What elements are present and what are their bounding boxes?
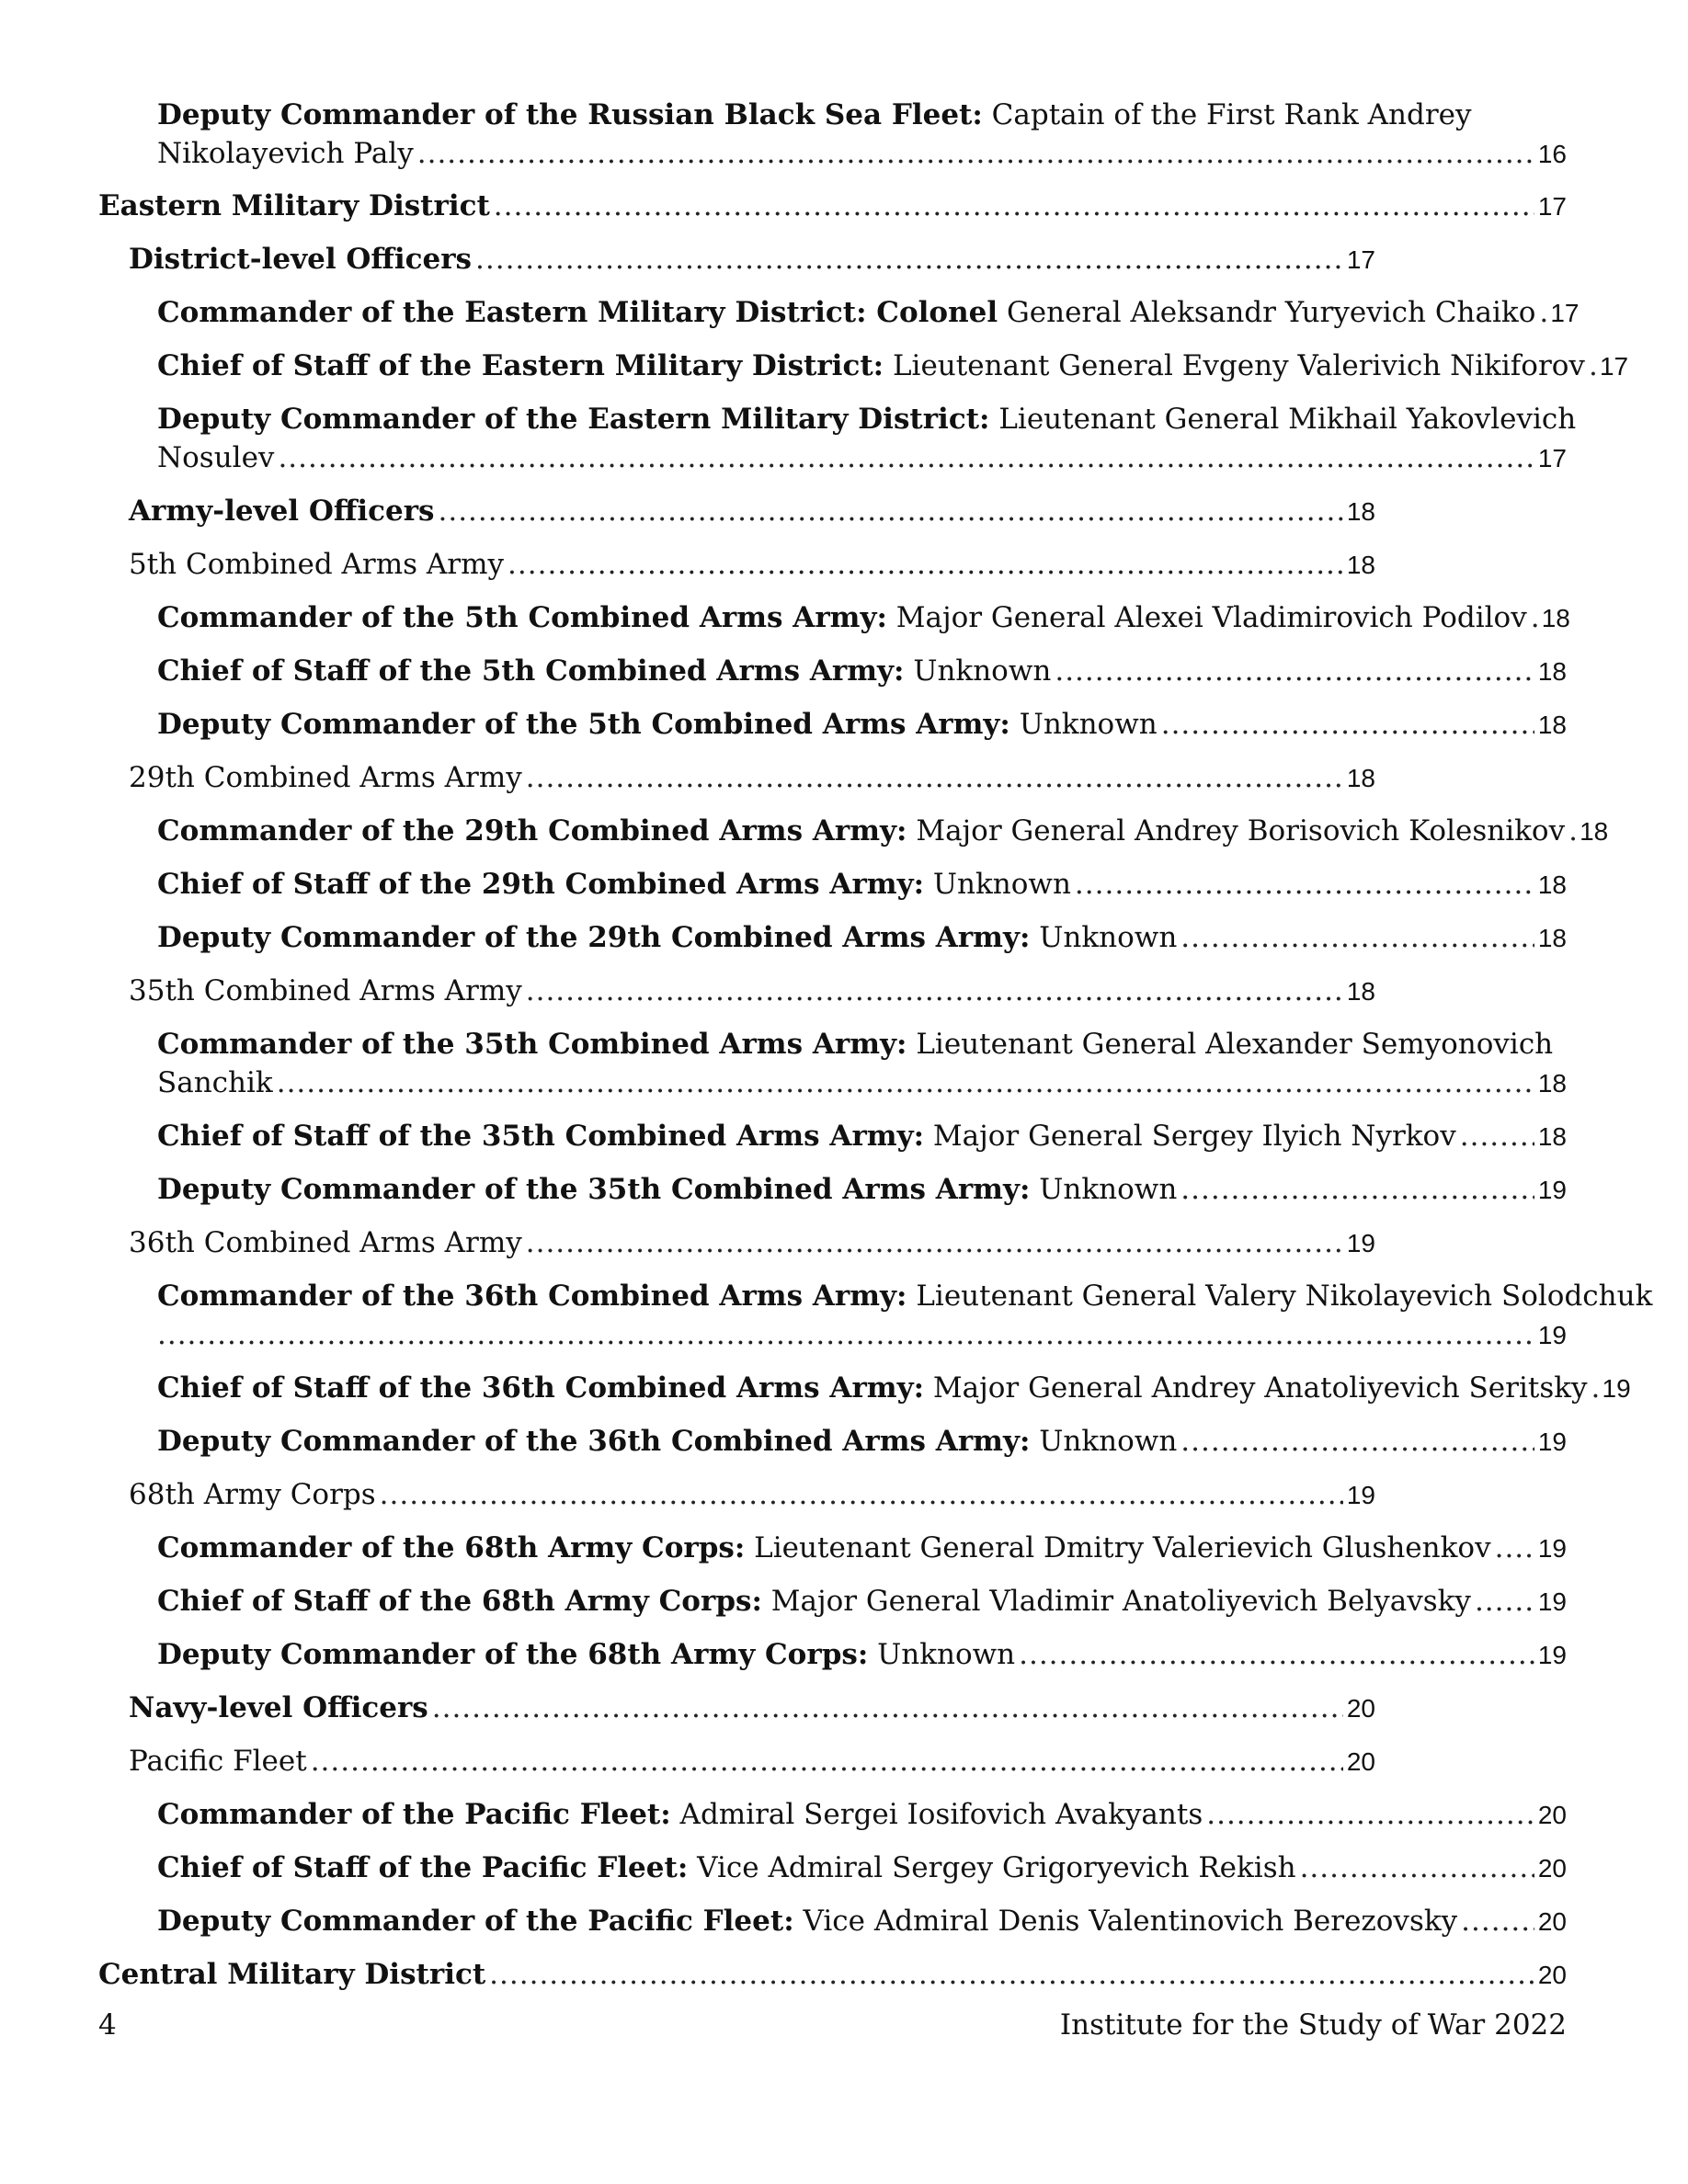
toc-entry-text: Unknown bbox=[868, 1638, 1016, 1671]
toc-page-number: 16 bbox=[1537, 140, 1567, 168]
toc-page-number: 17 bbox=[1537, 444, 1567, 472]
dot-leader bbox=[1475, 1582, 1534, 1621]
dot-leader bbox=[526, 972, 1343, 1010]
toc-entry[interactable] bbox=[157, 1277, 1653, 1355]
toc-entry-text: Lieutenant General Valery Nikolayevich Solodchuk bbox=[907, 1280, 1653, 1313]
toc-entry-title: Chief of Staff of the 68th Army Corps: bbox=[157, 1585, 762, 1618]
toc-entry-title: Army-level Officers bbox=[129, 495, 435, 528]
toc-entry[interactable] bbox=[157, 1902, 1567, 1941]
dot-leader bbox=[1300, 1848, 1534, 1887]
toc-entry-title: Deputy Commander of the 68th Army Corps: bbox=[157, 1638, 869, 1671]
toc-entry-text: Unknown bbox=[1009, 708, 1158, 741]
dot-leader bbox=[1460, 1117, 1534, 1155]
toc-page-number: 20 bbox=[1537, 1961, 1567, 1989]
toc-page-number: 19 bbox=[1346, 1229, 1375, 1257]
dot-leader bbox=[278, 438, 1534, 477]
toc-entry-text: Unknown bbox=[924, 868, 1071, 901]
toc-page-number: 18 bbox=[1537, 1069, 1567, 1098]
dot-leader bbox=[1591, 1369, 1599, 1407]
toc-entry-title: Chief of Staff of the Eastern Military District: bbox=[157, 349, 884, 382]
toc-entry-title: Chief of Staff of the 35th Combined Arms Army: bbox=[157, 1120, 925, 1153]
dot-leader bbox=[277, 1064, 1534, 1102]
toc-page-number: 18 bbox=[1346, 551, 1375, 579]
dot-leader bbox=[526, 758, 1343, 797]
toc-entry-title: Deputy Commander of the Eastern Military District: bbox=[157, 403, 990, 436]
dot-leader bbox=[1055, 652, 1534, 690]
toc-entry-text: 35th Combined Arms Army bbox=[129, 974, 522, 1007]
toc-entry[interactable] bbox=[129, 545, 1375, 585]
toc-entry[interactable] bbox=[157, 1025, 1567, 1103]
toc-page-number: 18 bbox=[1580, 817, 1609, 846]
toc-entry[interactable] bbox=[129, 972, 1375, 1011]
toc-entry[interactable] bbox=[129, 758, 1375, 798]
toc-entry[interactable] bbox=[157, 1582, 1567, 1621]
toc-entry[interactable] bbox=[157, 96, 1567, 174]
toc-entry-title: District-level Officers bbox=[129, 243, 473, 276]
toc-entry-text: 36th Combined Arms Army bbox=[129, 1226, 522, 1259]
dot-leader bbox=[475, 240, 1343, 279]
toc-entry[interactable] bbox=[98, 1955, 1567, 1995]
toc-entry[interactable] bbox=[129, 1689, 1375, 1728]
toc-page-number: 20 bbox=[1346, 1747, 1375, 1776]
toc-page-number: 17 bbox=[1346, 245, 1375, 274]
toc-page-number: 18 bbox=[1537, 870, 1567, 899]
toc-entry-text: Lieutenant General Mikhail Yakovlevich bbox=[989, 403, 1577, 436]
toc-entry-text: General Aleksandr Yuryevich Chaiko bbox=[998, 296, 1536, 329]
footer-page-number: 4 bbox=[98, 2008, 117, 2042]
toc-entry-text: Lieutenant General Evgeny Valerivich Nikiforov bbox=[884, 349, 1585, 382]
dot-leader bbox=[489, 1955, 1534, 1994]
toc-page-number: 19 bbox=[1537, 1587, 1567, 1616]
toc-entry-text: Major General Andrey Anatoliyevich Seritsky bbox=[924, 1371, 1588, 1405]
toc-entry-title: Deputy Commander of the 29th Combined Arms Army: bbox=[157, 921, 1031, 954]
toc-entry[interactable] bbox=[98, 187, 1567, 226]
dot-leader bbox=[1180, 918, 1534, 957]
toc-page-number: 18 bbox=[1346, 764, 1375, 792]
toc-entry-text: 68th Army Corps bbox=[129, 1478, 376, 1511]
toc-entry[interactable] bbox=[157, 918, 1567, 958]
toc-entry[interactable] bbox=[157, 1170, 1567, 1210]
toc-entry[interactable] bbox=[157, 1369, 1631, 1408]
dot-leader bbox=[508, 545, 1343, 584]
toc-page-number: 20 bbox=[1537, 1907, 1567, 1936]
toc-entry-title: Commander of the 5th Combined Arms Army: bbox=[157, 601, 887, 634]
toc-page-number: 18 bbox=[1541, 604, 1570, 632]
dot-leader bbox=[1589, 347, 1596, 385]
dot-leader bbox=[438, 492, 1342, 530]
dot-leader bbox=[1161, 705, 1534, 744]
toc-page-number: 20 bbox=[1537, 1854, 1567, 1883]
toc-entry[interactable] bbox=[157, 1848, 1567, 1888]
toc-page-number: 18 bbox=[1346, 977, 1375, 1006]
toc-entry[interactable] bbox=[129, 240, 1375, 279]
toc-entry[interactable] bbox=[157, 812, 1609, 851]
toc-entry-text: Pacific Fleet bbox=[129, 1745, 307, 1778]
toc-entry[interactable] bbox=[129, 492, 1375, 531]
dot-leader bbox=[526, 1223, 1343, 1262]
toc-entry-text: Major General Sergey Ilyich Nyrkov bbox=[924, 1120, 1456, 1153]
toc-entry[interactable] bbox=[157, 705, 1567, 745]
toc-entry-title: Commander of the 29th Combined Arms Army: bbox=[157, 814, 907, 847]
toc-entry-title: Chief of Staff of the Pacific Fleet: bbox=[157, 1851, 689, 1884]
toc-page-number: 20 bbox=[1537, 1801, 1567, 1829]
dot-leader bbox=[311, 1742, 1343, 1780]
toc-entry-title: Commander of the 35th Combined Arms Army: bbox=[157, 1028, 907, 1061]
toc-page-number: 19 bbox=[1537, 1534, 1567, 1563]
dot-leader bbox=[1180, 1170, 1534, 1209]
toc-entry-text: Major General Vladimir Anatoliyevich Belyavsky bbox=[761, 1585, 1471, 1618]
toc-page-number: 18 bbox=[1537, 924, 1567, 952]
toc-entry[interactable] bbox=[157, 1422, 1567, 1462]
toc-page-number: 18 bbox=[1537, 711, 1567, 739]
toc-entry-title: Eastern Military District bbox=[98, 189, 490, 222]
toc-entry[interactable] bbox=[157, 1117, 1567, 1156]
toc-entry-title: Chief of Staff of the 5th Combined Arms Army: bbox=[157, 654, 905, 688]
toc-page-number: 19 bbox=[1346, 1481, 1375, 1509]
toc-entry-title: Commander of the 68th Army Corps: bbox=[157, 1531, 746, 1564]
toc-entry-text: Unknown bbox=[1030, 1425, 1178, 1458]
toc-entry[interactable] bbox=[157, 865, 1567, 904]
toc-entry-title: Central Military District bbox=[98, 1958, 486, 1991]
toc-page-number: 19 bbox=[1537, 1321, 1567, 1349]
toc-entry-title: Commander of the Pacific Fleet: bbox=[157, 1798, 671, 1831]
toc-entry[interactable] bbox=[129, 1223, 1375, 1263]
toc-entry[interactable] bbox=[157, 1635, 1567, 1675]
toc-entry[interactable] bbox=[157, 400, 1577, 478]
toc-entry[interactable] bbox=[129, 1742, 1375, 1781]
toc-entry[interactable] bbox=[157, 347, 1629, 386]
toc-entry-title: Commander of the Eastern Military District: Colonel bbox=[157, 296, 998, 329]
toc-entry-text: Vice Admiral Denis Valentinovich Berezovsky bbox=[793, 1905, 1458, 1938]
dot-leader bbox=[1075, 865, 1534, 904]
dot-leader bbox=[1206, 1795, 1534, 1834]
toc-entry-text-continued: Nikolayevich Paly bbox=[157, 137, 414, 170]
toc-page-number: 17 bbox=[1599, 352, 1629, 381]
dot-leader bbox=[494, 187, 1534, 225]
toc-entry-title: Deputy Commander of the 5th Combined Arms Army: bbox=[157, 708, 1010, 741]
dot-leader bbox=[1019, 1635, 1534, 1674]
toc-page-number: 17 bbox=[1537, 192, 1567, 221]
toc-entry-text: Major General Alexei Vladimirovich Podilov bbox=[886, 601, 1527, 634]
toc-entry-text: Lieutenant General Dmitry Valerievich Glushenkov bbox=[745, 1531, 1491, 1564]
dot-leader bbox=[380, 1475, 1343, 1514]
dot-leader bbox=[1461, 1902, 1534, 1940]
toc-entry-title: Chief of Staff of the 36th Combined Arms Army: bbox=[157, 1371, 925, 1405]
toc-entry-text-continued: Nosulev bbox=[157, 441, 275, 474]
toc-entry-title: Commander of the 36th Combined Arms Army: bbox=[157, 1280, 907, 1313]
toc-entry-text: Captain of the First Rank Andrey bbox=[982, 98, 1472, 131]
toc-entry-text: 29th Combined Arms Army bbox=[129, 761, 522, 794]
toc-entry-title: Chief of Staff of the 29th Combined Arms Army: bbox=[157, 868, 925, 901]
toc-page-number: 17 bbox=[1550, 299, 1580, 327]
footer-organization: Institute for the Study of War 2022 bbox=[1059, 2008, 1567, 2042]
toc-entry-title: Deputy Commander of the Russian Black Sea Fleet: bbox=[157, 98, 983, 131]
toc-entry-title: Deputy Commander of the 36th Combined Arms Army: bbox=[157, 1425, 1031, 1458]
dot-leader bbox=[1531, 598, 1538, 637]
toc-entry-title: Deputy Commander of the Pacific Fleet: bbox=[157, 1905, 794, 1938]
toc-entry-text: Unknown bbox=[904, 654, 1052, 688]
toc-page-number: 18 bbox=[1537, 657, 1567, 686]
toc-entry-title: Navy-level Officers bbox=[129, 1691, 428, 1724]
toc-entry[interactable] bbox=[157, 598, 1570, 638]
dot-leader bbox=[417, 134, 1534, 173]
toc-page-number: 19 bbox=[1537, 1176, 1567, 1204]
toc-page-number: 18 bbox=[1537, 1122, 1567, 1151]
toc-entry[interactable] bbox=[157, 1529, 1567, 1568]
toc-page-number: 19 bbox=[1537, 1428, 1567, 1456]
toc-entry-text: Major General Andrey Borisovich Kolesnikov bbox=[907, 814, 1566, 847]
toc-entry[interactable] bbox=[129, 1475, 1375, 1515]
toc-page-number: 19 bbox=[1537, 1641, 1567, 1669]
toc-page-number: 18 bbox=[1346, 497, 1375, 526]
dot-leader bbox=[1539, 293, 1546, 332]
toc-entry[interactable] bbox=[157, 652, 1567, 691]
toc-entry-text: Admiral Sergei Iosifovich Avakyants bbox=[670, 1798, 1203, 1831]
toc-entry-text-continued: Sanchik bbox=[157, 1066, 273, 1099]
toc-page-number: 20 bbox=[1346, 1694, 1375, 1723]
toc-entry-text: 5th Combined Arms Army bbox=[129, 548, 505, 581]
toc-entry[interactable] bbox=[157, 1795, 1567, 1835]
dot-leader bbox=[1495, 1529, 1534, 1567]
toc-page-number: 19 bbox=[1602, 1374, 1631, 1403]
toc-entry-text: Vice Admiral Sergey Grigoryevich Rekish bbox=[688, 1851, 1296, 1884]
dot-leader bbox=[1180, 1422, 1534, 1461]
toc-entry-title: Deputy Commander of the 35th Combined Arms Army: bbox=[157, 1173, 1031, 1206]
toc-entry-text: Unknown bbox=[1030, 921, 1178, 954]
dot-leader bbox=[1568, 812, 1576, 850]
dot-leader bbox=[432, 1689, 1343, 1727]
toc-entry-text: Lieutenant General Alexander Semyonovich bbox=[907, 1028, 1554, 1061]
toc-entry-text: Unknown bbox=[1030, 1173, 1178, 1206]
toc-entry[interactable] bbox=[157, 293, 1580, 333]
dot-leader bbox=[157, 1315, 1534, 1354]
